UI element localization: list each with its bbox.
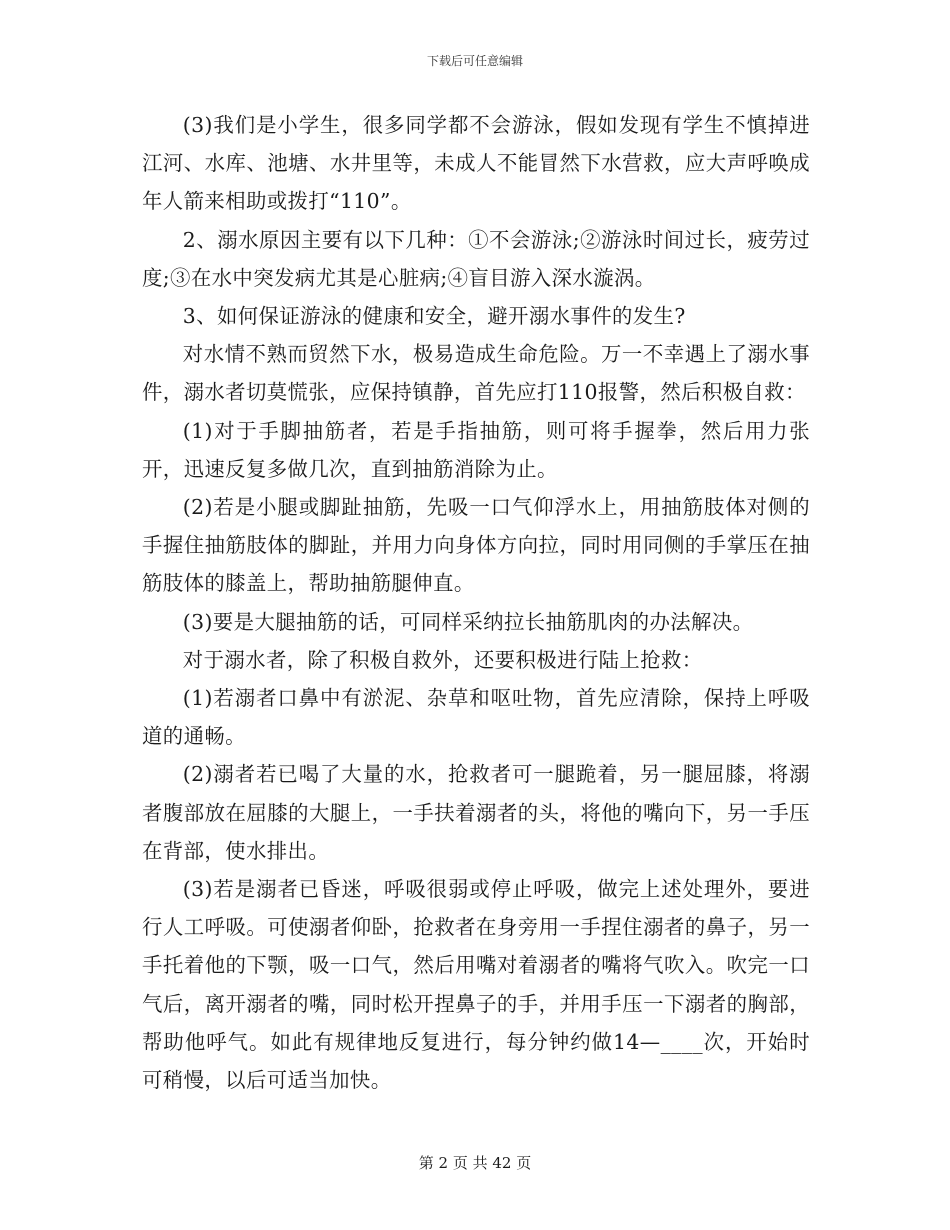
page-number: 第 2 页 共 42 页 bbox=[418, 1154, 532, 1172]
paragraph-calf-cramp: (2)若是小腿或脚趾抽筋，先吸一口气仰浮水上，用抽筋肢体对侧的手握住抽筋肢体的脚趾，并用力向身体方向拉，同时用同侧的手掌压在抽筋肢体的膝盖上，帮助抽筋腿伸直。 bbox=[142, 495, 810, 596]
paragraph-drowning-causes: 2、溺水原因主要有以下几种：①不会游泳;②游泳时间过长，疲劳过度;③在水中突发病尤其是心脏病;④盲目游入深水漩涡。 bbox=[142, 227, 810, 290]
paragraph-clear-airway: (1)若溺者口鼻中有淤泥、杂草和呕吐物，首先应清除，保持上呼吸道的通畅。 bbox=[142, 686, 810, 749]
page-header-note: 下载后可任意编辑 bbox=[426, 54, 523, 68]
paragraph-land-rescue-intro: 对于溺水者，除了积极自救外，还要积极进行陆上抢救： bbox=[182, 647, 703, 672]
paragraph-safety-question: 3、如何保证游泳的健康和安全，避开溺水事件的发生? bbox=[182, 304, 686, 329]
paragraph-artificial-respiration: (3)若是溺者已昏迷，呼吸很弱或停止呼吸，做完上述处理外，要进行人工呼吸。可使溺者仰卧，抢救者在身旁用一手捏住溺者的鼻子，另一手托着他的下颚，吸一口气，然后用嘴对着溺者的嘴将气吹入。吹完一口气后，离开溺者的嘴，同时松开捏鼻子的手，并用手压一下溺者的胸部，帮助他呼气。如此有规律地反复进行，每分钟约做14—____次，开始时可稍慢，以后可适当加快。 bbox=[142, 877, 810, 1093]
paragraph-thigh-cramp: (3)要是大腿抽筋的话，可同样采纳拉长抽筋肌肉的办法解决。 bbox=[182, 609, 754, 634]
paragraph-drain-water: (2)溺者若已喝了大量的水，抢救者可一腿跪着，另一腿屈膝，将溺者腹部放在屈膝的大腿上，一手扶着溺者的头，将他的嘴向下，另一手压在背部，使水排出。 bbox=[142, 762, 810, 863]
document-body bbox=[142, 106, 810, 1099]
paragraph-rescue-advice: (3)我们是小学生，很多同学都不会游泳，假如发现有学生不慎掉进江河、水库、池塘、水井里等，未成人不能冒然下水营救，应大声呼唤成年人箭来相助或拨打“110”。 bbox=[142, 113, 810, 214]
paragraph-self-rescue-intro: 对水情不熟而贸然下水，极易造成生命危险。万一不幸遇上了溺水事件，溺水者切莫慌张，应保持镇静，首先应打110报警，然后积极自救： bbox=[142, 342, 810, 405]
paragraph-finger-cramp: (1)对于手脚抽筋者，若是手指抽筋，则可将手握拳，然后用力张开，迅速反复多做几次，直到抽筋消除为止。 bbox=[142, 418, 810, 481]
